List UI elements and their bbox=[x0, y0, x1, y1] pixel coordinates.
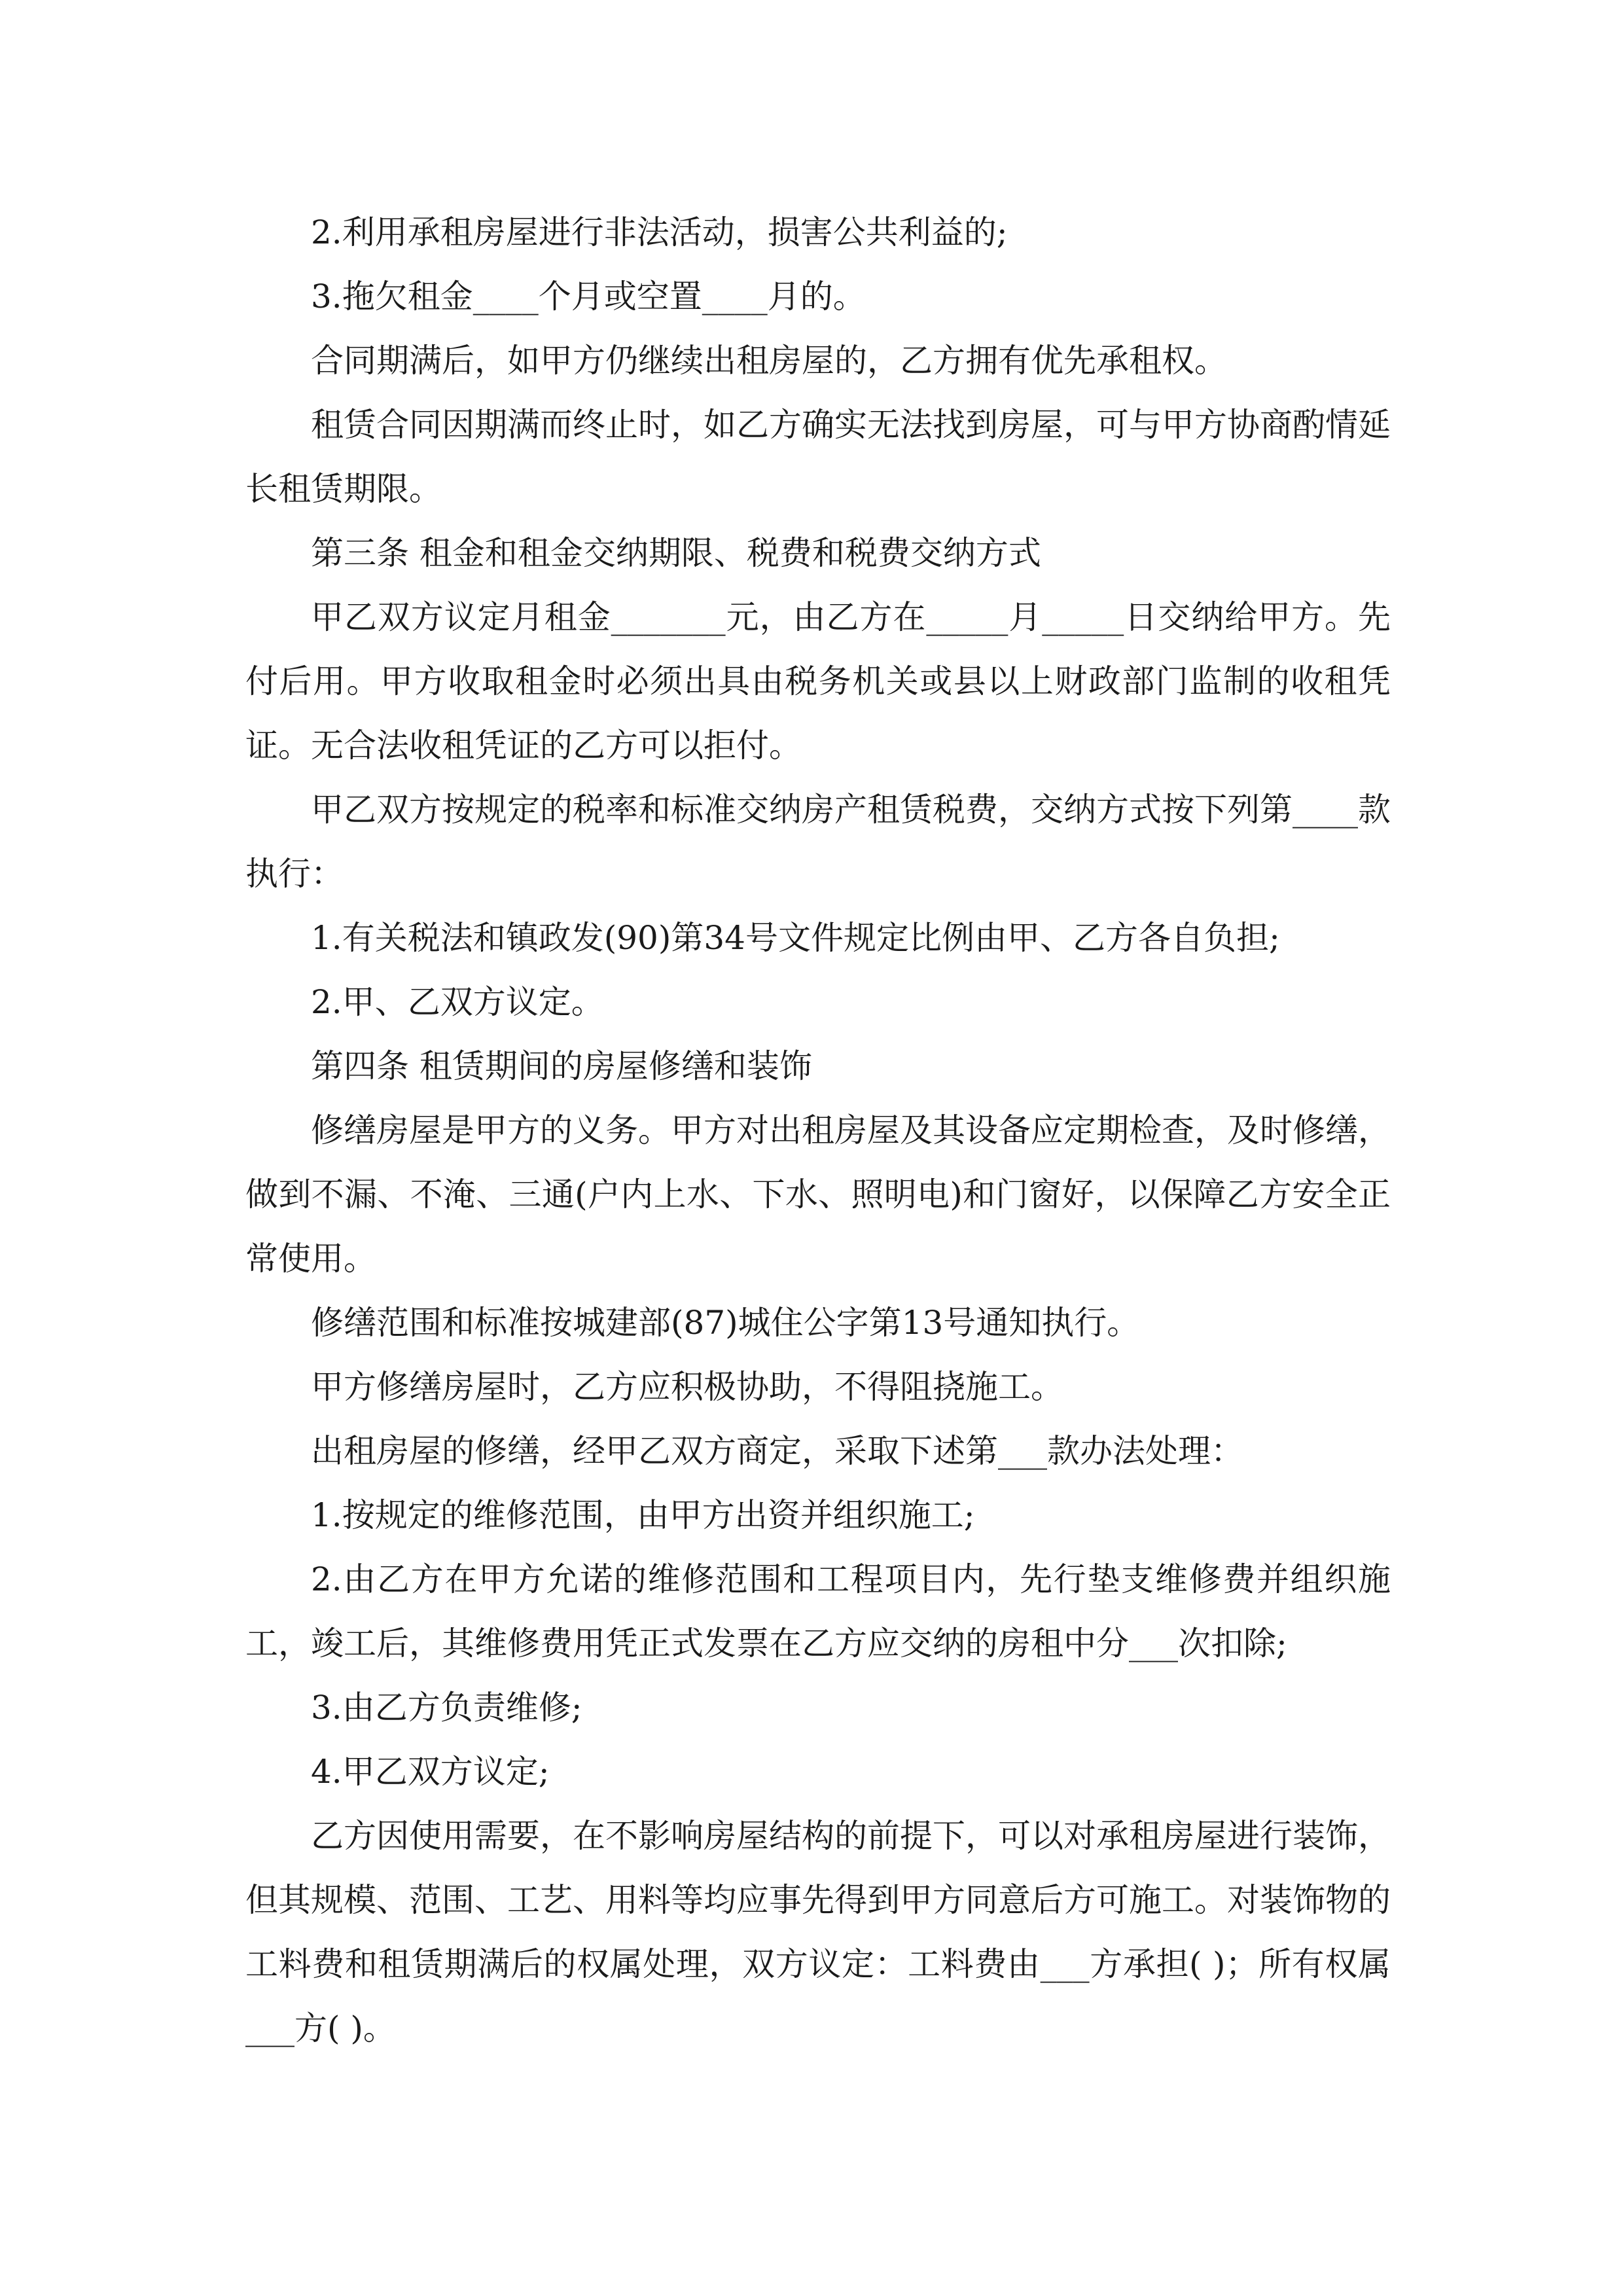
paragraph: 甲方修缮房屋时，乙方应积极协助，不得阻挠施工。 bbox=[311, 1368, 1063, 1406]
paragraph: 1.有关税法和镇政发(90)第34号文件规定比例由甲、乙方各自负担; bbox=[311, 919, 1280, 957]
paragraph: 2.甲、乙双方议定。 bbox=[311, 983, 604, 1021]
article-heading: 第三条 租金和租金交纳期限、税费和税费交纳方式 bbox=[311, 534, 1041, 572]
document-body bbox=[245, 200, 1391, 2060]
article-heading: 第四条 租赁期间的房屋修缮和装饰 bbox=[311, 1047, 812, 1085]
paragraph: 2.利用承租房屋进行非法活动，损害公共利益的; bbox=[311, 213, 1008, 251]
paragraph: 4.甲乙双方议定; bbox=[311, 1753, 550, 1791]
paragraph: 租赁合同因期满而终止时，如乙方确实无法找到房屋，可与甲方协商酌情延长租赁期限。 bbox=[245, 406, 1391, 508]
paragraph: 修缮房屋是甲方的义务。甲方对出租房屋及其设备应定期检查，及时修缮，做到不漏、不淹、三通(户内上水、下水、照明电)和门窗好，以保障乙方安全正常使用。 bbox=[245, 1111, 1391, 1278]
paragraph: 甲乙双方议定月租金_______元，由乙方在_____月_____日交纳给甲方。先付后用。甲方收取租金时必须出具由税务机关或县以上财政部门监制的收租凭证。无合法收租凭证的乙方可以拒付。 bbox=[245, 598, 1391, 764]
paragraph: 甲乙双方按规定的税率和标准交纳房产租赁税费，交纳方式按下列第____款执行： bbox=[245, 791, 1391, 893]
paragraph: 3.拖欠租金____个月或空置____月的。 bbox=[311, 278, 866, 315]
paragraph: 3.由乙方负责维修; bbox=[311, 1689, 582, 1727]
paragraph: 合同期满后，如甲方仍继续出租房屋的，乙方拥有优先承租权。 bbox=[311, 342, 1227, 380]
paragraph: 乙方因使用需要，在不影响房屋结构的前提下，可以对承租房屋进行装饰，但其规模、范围、工艺、用料等均应事先得到甲方同意后方可施工。对装饰物的工料费和租赁期满后的权属处理，双方议定：工料费由___方承担( )；所有权属___方( )。 bbox=[245, 1817, 1391, 2047]
paragraph: 出租房屋的修缮，经甲乙双方商定，采取下述第___款办法处理： bbox=[311, 1432, 1243, 1470]
paragraph: 2.由乙方在甲方允诺的维修范围和工程项目内，先行垫支维修费并组织施工，竣工后，其维修费用凭正式发票在乙方应交纳的房租中分___次扣除; bbox=[245, 1560, 1391, 1662]
paragraph: 修缮范围和标准按城建部(87)城住公字第13号通知执行。 bbox=[311, 1304, 1140, 1342]
paragraph: 1.按规定的维修范围，由甲方出资并组织施工; bbox=[311, 1496, 975, 1534]
